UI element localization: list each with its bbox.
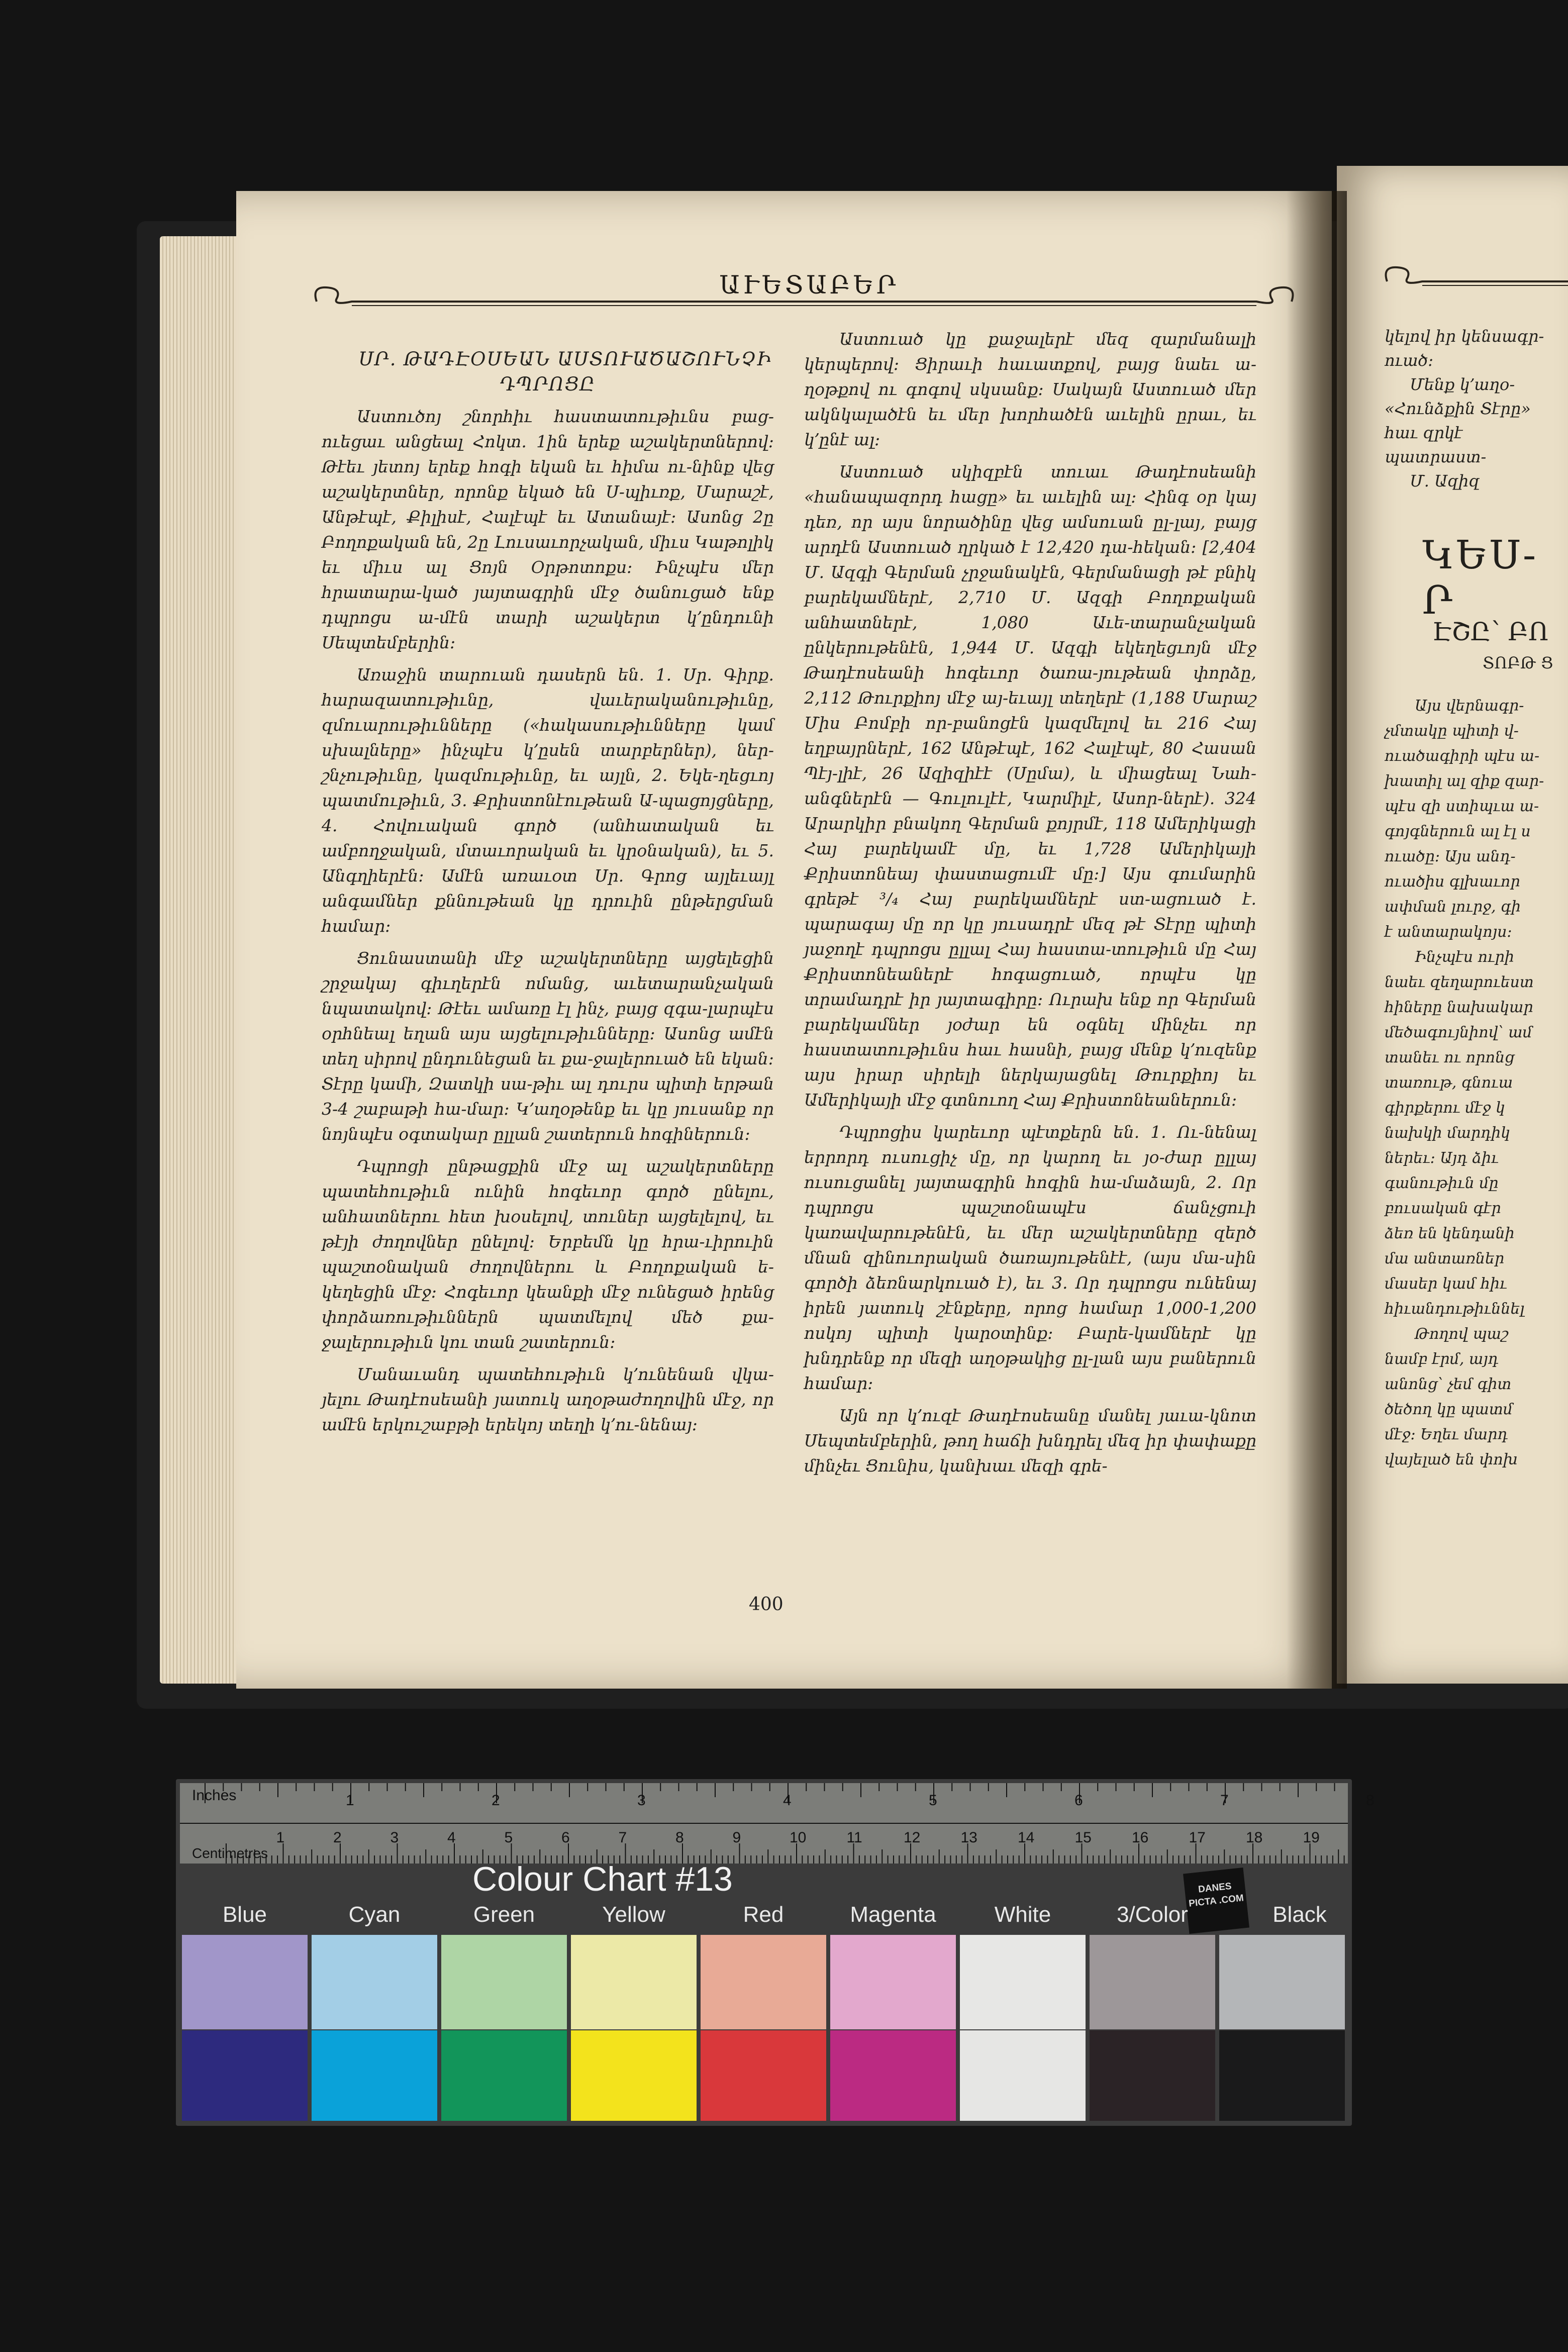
text-line: պէս զի ստիպւա ա- (1385, 798, 1539, 815)
swatch-label: White (994, 1902, 1051, 1927)
right-page-header-ornament (1377, 261, 1568, 291)
text-line: «Հունձքին Տէրը» (1385, 399, 1531, 418)
cm-number: 12 (904, 1829, 921, 1846)
text-line: ներեւ։ Այդ ձիւ (1385, 1149, 1499, 1167)
text-line: ուածը։ Այս անդ- (1385, 848, 1516, 865)
cm-number: 15 (1074, 1829, 1092, 1846)
swatch-dark (1090, 2030, 1215, 2121)
page-number: 400 (749, 1594, 783, 1615)
swatch-label: Green (473, 1902, 535, 1927)
swatch-light (441, 1935, 567, 2029)
swatch-light (1090, 1935, 1215, 2029)
inches-label: Inches (192, 1787, 237, 1804)
text-line: Մ. Ազիզ (1410, 471, 1480, 491)
paragraph: Մանաւանդ պատեհութիւն կ՚ունենան վկա-յելու Թադէոսեանի յատուկ աղօթաժողովին մէջ, որ ամէն երկուշաբթի երեկոյ տեղի կ՚ու-նենայ։ (322, 1364, 774, 1434)
inch-number: 4 (783, 1792, 792, 1809)
inch-number: 6 (1074, 1792, 1083, 1809)
swatch-label: Yellow (602, 1902, 665, 1927)
swatch-dark (441, 2030, 567, 2121)
text-line: բուսական գէր (1385, 1200, 1501, 1217)
text-line: ուածիս գլխաւոր (1385, 873, 1520, 891)
swatch-light (701, 1935, 826, 2029)
swatch-dark (571, 2030, 697, 2121)
swatch-light (571, 1935, 697, 2029)
cm-number: 18 (1246, 1829, 1263, 1846)
swatch-label: 3/Color (1117, 1902, 1188, 1927)
text-line: Ինչպէս ուրի (1415, 948, 1514, 966)
text-line: նախկի մարդիկ (1385, 1124, 1510, 1142)
cm-number: 9 (732, 1829, 741, 1846)
text-line: խատիլ ալ զիք զար- (1385, 772, 1544, 790)
text-line: տառութ, գնուա (1385, 1074, 1513, 1092)
swatch-label: Cyan (348, 1902, 401, 1927)
text-line: գանութիւն մը (1385, 1174, 1499, 1192)
right-column (804, 327, 1256, 1486)
swatch-dark (960, 2030, 1086, 2121)
swatch-dark (830, 2030, 956, 2121)
centimetres-label: Centimetres (192, 1845, 268, 1861)
text-line: անոնց՝ չեմ գիտ (1385, 1376, 1512, 1393)
text-line: ուածագիրի պէս ա- (1385, 747, 1540, 765)
text-line: ափման լուրջ, գի (1385, 898, 1521, 916)
right-page-subtitle: ԷՇԸ՝ ԲՈ (1432, 617, 1548, 646)
swatch-light (960, 1935, 1086, 2029)
swatch-light (830, 1935, 956, 2029)
paragraph: Դպրոցիս կարեւոր պէտքերն են. 1. Ու-նենալ երրորդ ուսուցիչ մը, որ կարող եւ յօ-ժար ըլլայ ուսուցանել յայտագրին հոգին հա-մաձայն, 2. Որ դպրոցս պաշտօնապէս ճանչցուի կառավարութենէն, եւ մեր աշակերտները զերծ մնան զինուորական ծառայութենէէ, (այս մա-սին գործի ձեռնարկուած է), եւ 3. Որ դպրոցս ունենայ իրեն յատուկ շէնքերը, որոց համար 1,000-1,200 ոսկոյ պիտի կարօտինք։ Բարե-կամներէ կը խնդրենք որ մեզի աղօթակից ըլ-լան այս բաներուն համար։ (804, 1122, 1256, 1393)
text-line: հիւանդութիւննել (1385, 1300, 1525, 1318)
paragraph: Աստուծոյ շնորհիւ հաստատութիւնս բաց-ուեցաւ անցեալ Հոկտ. 1ին երեք աշակերտներով։ Թէեւ յետոյ երեք հոգի եկան եւ հիմա ու-նինք վեց աշակերտներ, որոնք եկած են Ս-պիւռք, Մարաշէ, Անթէպէ, Քիլիսէ, Հալէպէ եւ Ատանայէ։ Ասոնց 2ը Բողոքական են, 2ը Լուսաւորչական, միւս Կաթոլիկ եւ միւս ալ Ցոյն Օրթոտոքս։ Ինչպէս մեր հրատարա-կած յայտագրին մէջ ծանուցած ենք դպրոցս ա-մէն տարի աշակերտ կ՚ընդունի Սեպտեմբերին։ (322, 407, 774, 652)
left-column (322, 347, 774, 1444)
paragraph: Այն որ կ՚ուզէ Թադէոսեանը մանել յաւա-կնոտ Սեպտեմբերին, թող հաճի խնդրել մեզ իր փափաքը մինչեւ Ցունիս, կանխաւ մեզի գրե- (804, 1406, 1256, 1476)
chart-title: Colour Chart #13 (472, 1860, 733, 1898)
paragraph: Առաջին տարուան դասերն են. 1. Սր. Գիրք. հարազատութիւնը, վաւերականութիւնը, զմուարութիւնները («հակասութիւնները կամ սխալները» ինչպէս կ՚ըսեն տարբերներ), ներ-շնչութիւնը, կազմութիւնը, եւ այլն, 2. Եկե-ղեցւոյ պատմութիւն, 3. Քրիստոնէութեան Ա-պացոյցները, 4. Հովուական գործ (անհատական եւ ամբողջական, մտաւորական եւ կրօնական), եւ 5. Անգղիերէն։ Ամէն առաւօտ Սր. Գրոց այլեւայլ անգամներ քննութեան կը դրուին ընթերցման համար։ (322, 665, 774, 936)
cm-number: 4 (447, 1829, 456, 1846)
cm-number: 11 (846, 1829, 862, 1846)
text-line: հիները նախակար (1385, 999, 1533, 1016)
text-line: Այս վերնագր- (1415, 697, 1524, 715)
cm-number: 19 (1303, 1829, 1320, 1846)
cm-number: 17 (1189, 1829, 1206, 1846)
book-gutter (1287, 191, 1347, 1689)
paragraph: Աստուած սկիզբէն տուաւ Թադէոսեանի «հանապազորդ հացը» եւ աւելին ալ։ Հինգ օր կայ դեռ, որ այս նորածինը վեց ամսուան ըլ-լայ, բայց արդէն Աստուած ղրկած է 12,420 դա-հեկան։ [2,404 Մ. Ազգի Գերման չրջանակէն, Գերմանացի թէ բնիկ բարեկամներէ, 2,710 Մ. Ազգի Բողոքական անհատներէ, 1,080 Աւե-տարանչական ընկերութենէն, 1,944 Մ. Ազգի եկեղեցւոյն մէջ Թադէոսեանի հոգեւոր ծառա-յութեան փորձը, 2,112 Թուրքիոյ մէջ այ-եւայլ տեղերէ (1,188 Մարաշ Միս Բոմբի որ-բանոցէն կազմելով եւ 216 Հայ եղբայրներէ, 162 Անթէպէ, 162 Հալէպէ, 80 Հասան Պէյ-լիէ, 26 Ազիզիէէ (Սըմա), և միացեալ Նահ-անգներէն — Գուլուլէէ, Կարմիլէ, Ասոր-ներէ). 324 Արարկիր բնակող Գերման քոյրմէ, 118 Ամերիկացի Հայ բարեկամէ մը, եւ 1,728 Ամերիկայի Քրիստոնեայ փաստացումէ մը։] Այս գումարին գրեթէ ³/₄ Հայ բարեկամներէ ստ-ացուած է. պարագայ մը որ կը յուսադրէ մեզ թէ Տէրը պիտի յաջողէ դպրոցս ըլլալ Հայ հաստա-տութիւն մը Հայ Քրիստոնեաներէ հոգացուած, որպէս կը տրամադրէ իր յայտագիրը։ Ուրախ ենք որ Գերման բարեկամներ յօժար են օգնել մինչեւ որ հաստատութիւնս հաւ հասնի, բայց մենք կ՚ուզենք այս իրար սիրելի ներկայացնել Թուրքիոյ եւ Ամերիկայի մէջ գտնուող Հայ Քրիստոնեաներուն։ (804, 462, 1256, 1110)
cm-number: 2 (333, 1829, 342, 1846)
right-page-title: ԿԵՍ-Ր (1422, 533, 1538, 623)
right-page-body (1385, 694, 1565, 1473)
text-line: գիրքերու մէջ կ (1385, 1099, 1505, 1117)
text-line: մա անտառներ (1385, 1250, 1505, 1267)
text-line: նաեւ զեղարուեստ (1385, 973, 1534, 991)
cm-number: 10 (790, 1829, 807, 1846)
swatch-dark (312, 2030, 437, 2121)
right-page-snippet (1385, 324, 1565, 493)
swatch-dark (182, 2030, 308, 2121)
text-line: վայելած են փոխ (1385, 1451, 1518, 1468)
inch-number: 2 (492, 1792, 500, 1809)
swatch-dark (701, 2030, 826, 2121)
text-line: է անտարակոյս։ (1385, 923, 1512, 941)
cm-number: 6 (561, 1829, 570, 1846)
running-head: ԱՒԵՏԱԲԵՐ (704, 270, 915, 300)
text-line: Մենք կ՚աղօ- (1410, 375, 1515, 394)
swatch-light (312, 1935, 437, 2029)
article-title: ՍՐ. ԹԱԴԷՕՍԵԱՆ ԱՍՏՈՒԱԾԱՇՈՒՆՉԻ ԴՊՐՈՑԸ (358, 348, 772, 395)
text-line: մեծագույնիով՝ ամ (1385, 1024, 1532, 1041)
swatch-label: Red (743, 1902, 784, 1927)
cm-number: 14 (1018, 1829, 1035, 1846)
text-line: հաւ զրկէ պատրաստ- (1385, 423, 1487, 466)
text-line: կելով իր կենսագր- (1385, 327, 1544, 346)
paragraph: Դպրոցի ընթացքին մէջ ալ աշակերտները պատեհութիւն ունին հոգեւոր գործ ընելու, անհատներու հետ խօսելով, տուներ այցելելով, եւ թէյի ժողովներ ընելով։ Երբեմն կը հրա-ւիրուին պաշտօնական ժողովներու և Բողոքական ե-կեղեցին մէջ։ Հոգեւոր կեանքի մէջ ունեցած իրենց փորձառութիւններն պատմելով մեծ քա-ջալերութիւն կու տան շատերուն։ (322, 1156, 774, 1352)
cm-number: 16 (1132, 1829, 1149, 1846)
inch-number: 1 (346, 1792, 354, 1809)
text-line: չմտակը պիտի վ- (1385, 722, 1519, 740)
inch-number: 3 (637, 1792, 646, 1809)
cm-number: 13 (960, 1829, 977, 1846)
swatch-dark (1219, 2030, 1345, 2121)
swatch-light (182, 1935, 308, 2029)
paragraph: Աստուած կը քաջալերէ մեզ զարմանալի կերպերով։ Ցիրաւի հաւատքով, բայց նաեւ ա-ղօթքով ու գոգով սկսանք։ Սակայն Աստուած մեր ակնկալածէն եւ մեր խորհածէն աւելին ըրաւ, եւ կ՚ընէ ալ։ (804, 329, 1256, 449)
cm-number: 8 (675, 1829, 684, 1846)
ruler-ticks (180, 1783, 1348, 1864)
cm-number: 7 (618, 1829, 627, 1846)
text-line: գոյգներուն ալ էլ ս (1385, 823, 1531, 840)
text-line: ձեռ են կենդանի (1385, 1225, 1515, 1242)
inch-number: 5 (929, 1792, 937, 1809)
text-line: տանեւ ու որոնց (1385, 1049, 1515, 1066)
cm-number: 3 (390, 1829, 399, 1846)
swatch-label: Blue (222, 1902, 267, 1927)
right-page-byline: ՏՈԲԹ Ց (1483, 653, 1553, 672)
text-line: մէջ։ Եղեւ մարդ (1385, 1426, 1508, 1443)
text-line: նամբ էրմ, այդ (1385, 1350, 1499, 1368)
swatch-label: Black (1272, 1902, 1327, 1927)
swatch-label: Magenta (850, 1902, 936, 1927)
text-line: մասեր կամ հիւ (1385, 1275, 1507, 1293)
text-line: ուած։ (1385, 351, 1434, 370)
text-line: Թողով պաշ (1415, 1325, 1508, 1343)
paragraph: Ցունաստանի մէջ աշակերտները այցելեցին շրջակայ գիւղերէն ոմանց, աւետարանչական նպատակով։ Թէեւ ամառը էլ ինչ, բայց զգա-լարպէս օրհնեալ եղան այս այցելութիւնները։ Ասոնց ամէն տեղ սիրով ընդունեցան եւ քա-ջալերուած են եկան։ Տէրը կամի, Զատկի սա-թիւ ալ դուրս պիտի երթան 3-4 շաբաթի հա-մար։ Կ՚աղօթենք եւ կը յուսանք որ նոյնպէս օգտակար ըլլան շատերուն հոգիներուն։ (322, 948, 774, 1144)
text-line: ծեծող կը պատմ (1385, 1401, 1513, 1418)
cm-number: 1 (276, 1829, 285, 1846)
inch-number: 7 (1220, 1792, 1229, 1809)
swatch-light (1219, 1935, 1345, 2029)
cm-number: 5 (504, 1829, 513, 1846)
danes-picta-logo: DANES PICTA .COM (1183, 1868, 1249, 1934)
inch-number: 8 (1366, 1792, 1375, 1809)
page-edges (160, 236, 240, 1684)
